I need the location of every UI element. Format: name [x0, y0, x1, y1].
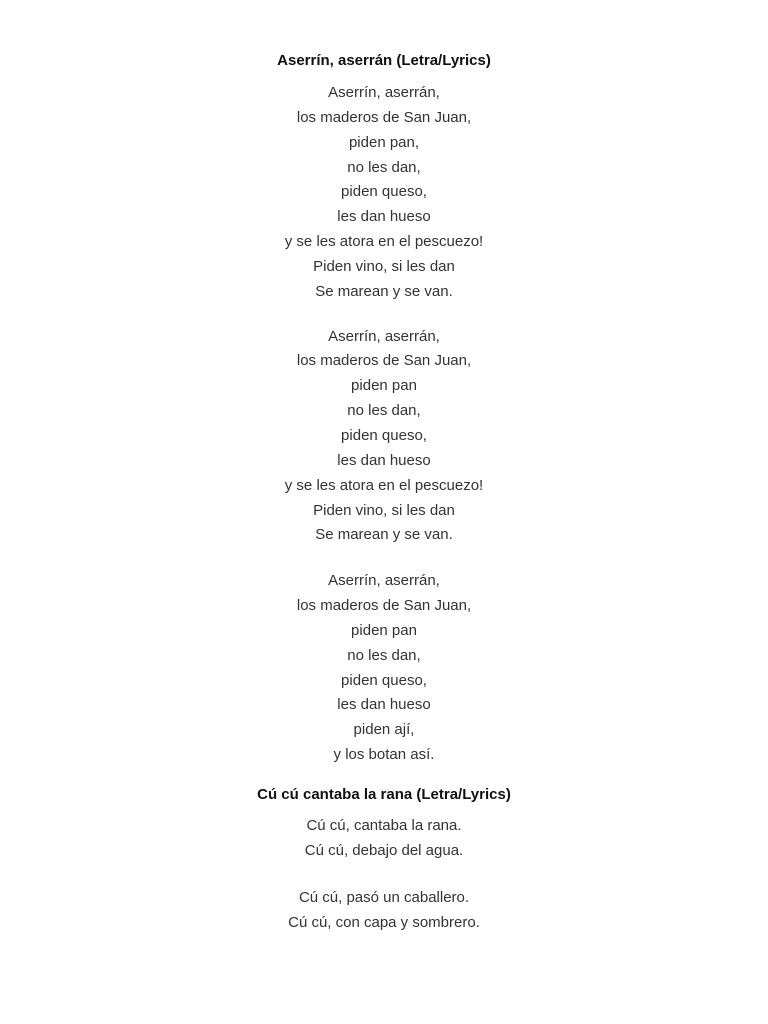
lyric-line: Piden vino, si les dan — [313, 501, 455, 519]
lyric-line: no les dan, — [347, 158, 421, 176]
lyric-line: piden ají, — [353, 721, 415, 739]
lyric-line: piden queso, — [341, 426, 427, 444]
lyric-line: Aserrín, aserrán, — [328, 84, 440, 101]
lyric-line: y se les atora en el pescuezo! — [284, 476, 484, 494]
lyric-line: piden queso, — [341, 183, 427, 201]
lyric-line: Cú cú, pasó un caballero. — [298, 888, 470, 906]
lyric-line: los maderos de San Juan, — [296, 597, 472, 615]
lyric-line: Cú cú, cantaba la rana. — [306, 817, 462, 834]
lyric-line: no les dan, — [347, 402, 421, 420]
lyric-line: Se marean y se van. — [315, 282, 453, 300]
stanza — [0, 81, 768, 305]
stanza — [0, 886, 768, 936]
lyric-line: los maderos de San Juan, — [296, 108, 472, 126]
lyric-line: no les dan, — [347, 646, 421, 664]
lyric-line: piden queso, — [341, 671, 427, 689]
stanza — [0, 325, 768, 549]
song-title: Aserrín, aserrán (Letra/Lyrics) — [277, 52, 491, 69]
lyric-line: Aserrín, aserrán, — [328, 327, 440, 345]
song-cu-cu-cantaba-la-rana — [0, 785, 768, 935]
lyric-line: piden pan — [351, 377, 417, 395]
song-aserrin-aserran — [0, 51, 768, 768]
stanza — [0, 569, 768, 768]
stanza — [0, 814, 768, 864]
lyric-line: les dan hueso — [337, 451, 431, 469]
lyric-line: Cú cú, debajo del agua. — [304, 841, 464, 859]
song-title: Cú cú cantaba la rana (Letra/Lyrics) — [257, 786, 511, 803]
lyric-line: Aserrín, aserrán, — [328, 572, 440, 590]
lyric-line: Cú cú, con capa y sombrero. — [288, 913, 480, 931]
lyric-line: piden pan — [351, 621, 417, 639]
lyric-line: Piden vino, si les dan — [313, 257, 455, 275]
lyric-line: y los botan así. — [333, 746, 435, 764]
lyric-line: les dan hueso — [337, 696, 431, 714]
lyric-line: les dan hueso — [337, 208, 431, 226]
lyric-line: piden pan, — [348, 133, 420, 151]
lyric-line: y se les atora en el pescuezo! — [284, 233, 484, 251]
lyric-line: los maderos de San Juan, — [296, 352, 472, 370]
lyric-line: Se marean y se van. — [315, 526, 453, 544]
